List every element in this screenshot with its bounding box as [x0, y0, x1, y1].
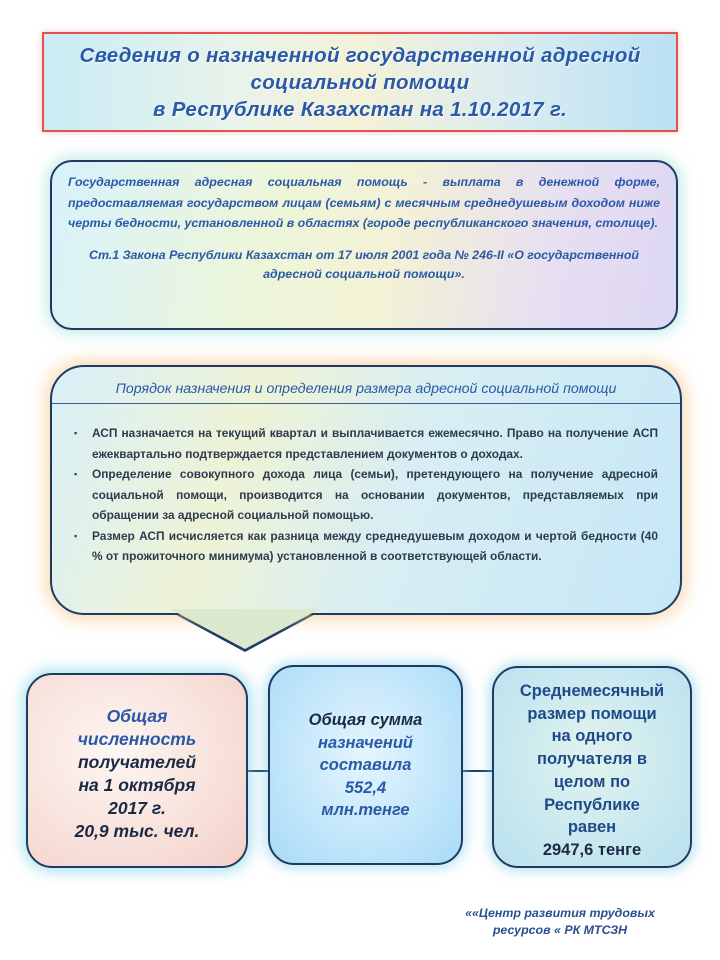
- definition-reference: Ст.1 Закона Республики Казахстан от 17 июля 2001 года № 246-II «О государственной адресной социальной помощи».: [89, 247, 639, 281]
- stat-average-line: Республике: [544, 795, 640, 814]
- bullet-icon: ▪: [74, 428, 78, 438]
- stat-recipients-line: Общая: [106, 706, 168, 726]
- procedure-item: [74, 423, 658, 464]
- stat-total-line: Общая сумма: [308, 711, 423, 729]
- definition-box: [50, 160, 678, 330]
- callout-pointer: [170, 609, 320, 649]
- procedure-item: [74, 526, 658, 567]
- page-title-box: [42, 32, 678, 132]
- stat-average-line: получателя в: [537, 750, 647, 769]
- connector-line-right: [463, 770, 492, 772]
- procedure-box: [50, 365, 682, 615]
- page-title-line-2: социальной помощи: [250, 71, 470, 94]
- stat-average-line: Среднемесячный: [519, 682, 665, 700]
- stat-recipients-line: получателей: [77, 752, 197, 772]
- procedure-item-text: Определение совокупного дохода лица (семьи), претендующего на получение адресной социальной помощи, производится на основании документов, представляемых при обращении за адресной социальной помощью.: [92, 467, 658, 522]
- footer-organization: [435, 905, 685, 939]
- stat-recipients-line: на 1 октября: [78, 775, 196, 795]
- stat-average-value: 2947,6 тенге: [542, 840, 642, 859]
- stat-average-line: целом по: [553, 772, 631, 791]
- stat-average-line: размер помощи: [527, 704, 657, 723]
- procedure-list: [74, 423, 658, 567]
- procedure-heading: Порядок назначения и определения размера адресной социальной помощи: [52, 381, 680, 404]
- page-title-line-3: в Республике Казахстан на 1.10.2017 г.: [153, 98, 567, 121]
- stat-average-line: на одного: [551, 727, 633, 746]
- footer-line-1: ««Центр развития трудовых: [465, 906, 655, 920]
- bullet-icon: ▪: [74, 469, 78, 479]
- definition-text: Государственная адресная социальная помощь - выплата в денежной форме, предоставляемая государством лицам (семьям) с месячным среднедушевым доходом ниже черты бедности, установленной в областях (городе республиканского значения, столице).: [68, 175, 660, 230]
- footer-line-2: ресурсов « РК МТСЗН: [492, 923, 628, 937]
- procedure-item: [74, 464, 658, 526]
- stat-total-line: составила: [319, 756, 412, 774]
- stat-total-value: 552,4: [344, 778, 387, 797]
- procedure-item-text: АСП назначается на текущий квартал и выплачивается ежемесячно. Право на получение АСП ежеквартально подтверждается представлением документов о доходах.: [92, 426, 658, 461]
- stat-recipients-line: численность: [77, 729, 197, 749]
- connector-line-left: [248, 770, 268, 772]
- stat-total-unit: млн.тенге: [321, 801, 410, 819]
- stat-total-line: назначений: [318, 733, 413, 752]
- stat-total-sum-box: [268, 665, 463, 865]
- stat-recipients-line: 2017 г.: [108, 798, 166, 818]
- procedure-item-text: Размер АСП исчисляется как разница между среднедушевым доходом и чертой бедности (40 % от прожиточного минимума) установленной в соответствующей области.: [92, 528, 658, 563]
- bullet-icon: ▪: [74, 530, 78, 541]
- stat-recipients-box: [26, 673, 248, 868]
- page-title-line-1: Сведения о назначенной государственной адресной: [79, 44, 641, 67]
- stat-average-box: [492, 666, 692, 868]
- stat-average-line: равен: [567, 818, 617, 837]
- stat-recipients-value: 20,9 тыс. чел.: [74, 821, 200, 841]
